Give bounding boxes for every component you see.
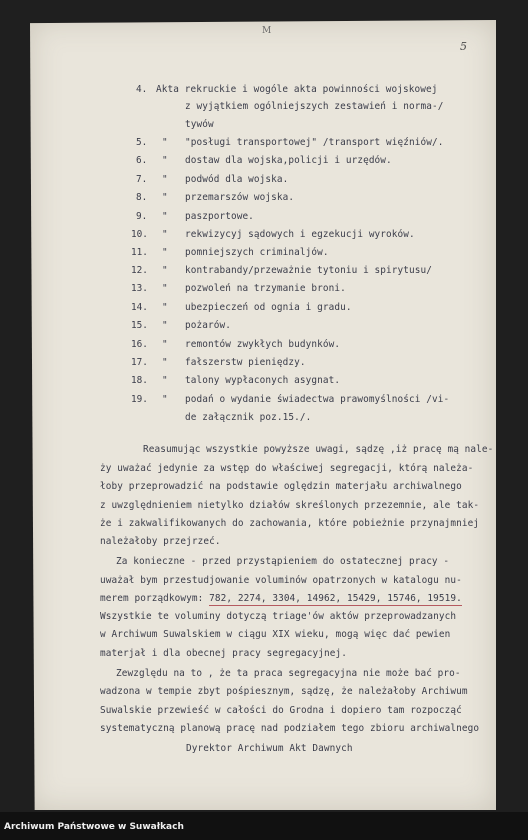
list-item-ditto: " <box>162 192 168 203</box>
archive-footer-label: Archiwum Państwowe w Suwałkach <box>4 822 184 832</box>
list-item-ditto: " <box>162 137 168 148</box>
list-item-text: remontów zwykłych budynków. <box>185 339 341 350</box>
list-item-text: de załącznik poz.15./. <box>185 412 312 423</box>
list-item-text: Akta rekruckie i wogóle akta powinności wojskowej <box>156 84 438 95</box>
list-item-text: ubezpieczeń od ognia i gradu. <box>185 302 352 313</box>
list-item-text: podań o wydanie świadectwa prawomyślności /vi- <box>185 394 450 405</box>
paragraph2-line: Wszystkie te voluminy dotyczą triage'ów aktów przeprowadzanych <box>100 611 457 622</box>
volume-numbers-prefix: merem porządkowym: <box>100 593 210 604</box>
list-item-text: paszportowe. <box>185 211 254 222</box>
list-item-number: 8. <box>136 192 148 203</box>
list-item-number: 18. <box>131 375 148 386</box>
list-item-ditto: " <box>162 155 168 166</box>
list-item-text: fałszerstw pieniędzy. <box>185 357 306 368</box>
list-item-ditto: " <box>162 302 168 313</box>
list-item-text: pomniejszych criminaljów. <box>185 247 329 258</box>
folio-number: 5 <box>460 40 467 53</box>
corner-mark: M <box>262 26 272 36</box>
list-item-number: 17. <box>131 357 148 368</box>
list-item-ditto: " <box>162 375 168 386</box>
list-item-number: 10. <box>131 229 148 240</box>
paragraph3-line: Suwalskie przewieść w całości do Grodna i dopiero tam rozpocząć <box>100 705 462 716</box>
list-item-ditto: " <box>162 247 168 258</box>
list-item-number: 14. <box>131 302 148 313</box>
list-item-number: 13. <box>131 283 148 294</box>
paragraph3-line: Zewzględu na to , że ta praca segregacyjna nie może bać pro- <box>116 668 461 679</box>
list-item-ditto: " <box>162 394 168 405</box>
list-item-text: pożarów. <box>185 320 231 331</box>
paragraph2-line: w Archiwum Suwalskiem w ciągu XIX wieku, mogą więc dać pewien <box>100 629 451 640</box>
list-item-text: przemarszów wojska. <box>185 192 295 203</box>
list-item-ditto: " <box>162 339 168 350</box>
signature-line: Dyrektor Archiwum Akt Dawnych <box>186 743 353 754</box>
list-item-text: tywów <box>185 119 214 130</box>
volume-numbers: 782, 2274, 3304, 14962, 15429, 15746, 19519. <box>209 593 462 604</box>
list-item-number: 6. <box>136 155 148 166</box>
paragraph3-line: wadzona w tempie zbyt pośpiesznym, sądzę, że należałoby Archiwum <box>100 686 468 697</box>
paragraph1-line: że i zakwalifikowanych do zachowania, które pobieżnie przynajmniej <box>100 518 480 529</box>
paragraph2-line: uważał bym przestudjowanie voluminów opatrzonych w katalogu nu- <box>100 575 462 586</box>
paragraph1-line: należałoby przejrzeć. <box>100 536 221 547</box>
paragraph1-line: ży uważać jedynie za wstęp do właściwej segregacji, którą należa- <box>100 463 474 474</box>
list-item-text: kontrabandy/przeważnie tytoniu i spirytusu/ <box>185 265 433 276</box>
list-item-text: talony wypłaconych asygnat. <box>185 375 341 386</box>
list-item-text: z wyjątkiem ogólniejszych zestawień i norma-/ <box>185 101 444 112</box>
list-item-ditto: " <box>162 174 168 185</box>
list-item-number: 7. <box>136 174 148 185</box>
list-item-number: 19. <box>131 394 148 405</box>
list-item-ditto: " <box>162 357 168 368</box>
list-item-ditto: " <box>162 320 168 331</box>
paragraph2-line: materjał i dla obecnej pracy segregacyjnej. <box>100 648 348 659</box>
list-item-number: 4. <box>136 84 148 95</box>
list-item-text: dostaw dla wojska,policji i urzędów. <box>185 155 392 166</box>
list-item-ditto: " <box>162 283 168 294</box>
list-item-number: 12. <box>131 265 148 276</box>
list-item-number: 5. <box>136 137 148 148</box>
paragraph2-line: Za konieczne - przed przystąpieniem do ostatecznej pracy - <box>116 556 450 567</box>
list-item-text: rekwizycyj sądowych i egzekucji wyroków. <box>185 229 415 240</box>
list-item-text: pozwoleń na trzymanie broni. <box>185 283 346 294</box>
list-item-number: 11. <box>131 247 148 258</box>
list-item-ditto: " <box>162 265 168 276</box>
paragraph1-line: z uwzględnieniem nietylko działów skreślonych przezemnie, ale tak- <box>100 500 480 511</box>
list-item-number: 9. <box>136 211 148 222</box>
list-item-text: "posługi transportowej" /transport więźniów/. <box>185 137 444 148</box>
list-item-number: 15. <box>131 320 148 331</box>
paragraph3-line: systematyczną planową pracę nad podziałem tego zbioru archiwalnego <box>100 723 480 734</box>
list-item-ditto: " <box>162 229 168 240</box>
list-item-text: podwód dla wojska. <box>185 174 289 185</box>
paragraph1-line: łoby przeprowadzić na podstawie oględzin materjału archiwalnego <box>100 481 462 492</box>
paragraph2-volume-numbers-line <box>100 593 462 604</box>
list-item-number: 16. <box>131 339 148 350</box>
paragraph1-line: Reasumując wszystkie powyższe uwagi, sądzę ,iż pracę mą nale- <box>143 444 494 455</box>
list-item-ditto: " <box>162 211 168 222</box>
